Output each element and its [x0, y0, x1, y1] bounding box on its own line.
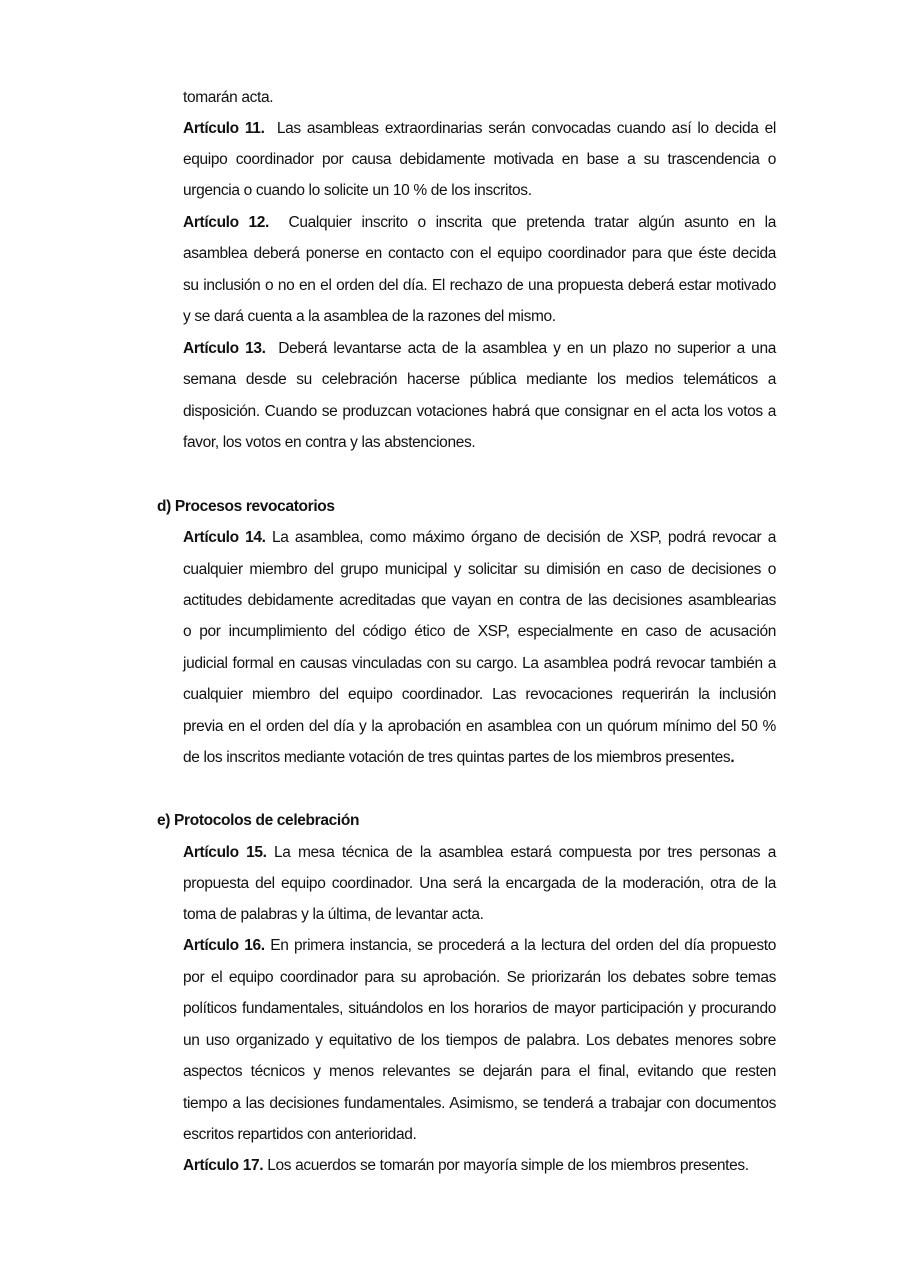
article-14-line-3: actitudes debidamente acreditadas que vayan en contra de las decisiones asamblearias	[183, 592, 776, 609]
paragraph-text: En primera instancia, se procederá a la lectura del orden del día propuesto	[270, 937, 776, 954]
paragraph-text: .	[730, 749, 735, 766]
article-17-line-1	[183, 1156, 776, 1176]
article-13-line-1	[183, 339, 776, 359]
paragraph-line: tomarán acta.	[183, 89, 274, 106]
section-heading-e: e) Protocolos de celebración	[157, 812, 360, 829]
article-12-label: Artículo 12.	[183, 214, 270, 231]
article-15-label: Artículo 15.	[183, 844, 267, 861]
article-14-label: Artículo 14.	[183, 529, 266, 546]
article-13-line-4: favor, los votos en contra y las abstenciones.	[183, 434, 476, 451]
article-14-line-8	[183, 748, 776, 768]
article-16-line-7: escritos repartidos con anterioridad.	[183, 1126, 417, 1143]
article-14-line-1	[183, 528, 776, 548]
paragraph-text: Los acuerdos se tomarán por mayoría simple de los miembros presentes.	[267, 1157, 749, 1174]
article-16-line-3: políticos fundamentales, situándolos en los horarios de mayor participación y procurando	[183, 1000, 776, 1017]
article-17-label: Artículo 17.	[183, 1157, 264, 1174]
article-16-label: Artículo 16.	[183, 937, 265, 954]
article-15-line-3: toma de palabras y la última, de levantar acta.	[183, 906, 484, 923]
article-15-line-2: propuesta del equipo coordinador. Una será la encargada de la moderación, otra de la	[183, 875, 776, 892]
article-11-label: Artículo 11.	[183, 120, 265, 137]
article-12-line-2: asamblea deberá ponerse en contacto con el equipo coordinador para que éste decida	[183, 245, 776, 262]
article-14-line-6: cualquier miembro del equipo coordinador. Las revocaciones requerirán la inclusión	[183, 686, 776, 703]
article-16-line-4: un uso organizado y equitativo de los tiempos de palabra. Los debates menores sobre	[183, 1032, 776, 1049]
paragraph-text: Deberá levantarse acta de la asamblea y en un plazo no superior a una	[278, 340, 776, 357]
article-12-line-4: y se dará cuenta a la asamblea de la razones del mismo.	[183, 308, 556, 325]
article-16-line-1	[183, 936, 776, 956]
paragraph-text: La asamblea, como máximo órgano de decisión de XSP, podrá revocar a	[271, 529, 776, 546]
article-14-line-4: o por incumplimiento del código ético de XSP, especialmente en caso de acusación	[183, 623, 776, 640]
article-14-line-5: judicial formal en causas vinculadas con su cargo. La asamblea podrá revocar también a	[183, 655, 776, 672]
article-12-line-1	[183, 213, 776, 233]
article-11-line-2: equipo coordinador por causa debidamente motivada en base a su trascendencia o	[183, 151, 776, 168]
article-11-line-1	[183, 119, 776, 139]
article-15-line-1	[183, 843, 776, 863]
article-11-line-3: urgencia o cuando lo solicite un 10 % de los inscritos.	[183, 182, 532, 199]
article-14-line-2: cualquier miembro del grupo municipal y solicitar su dimisión en caso de decisiones o	[183, 561, 776, 578]
paragraph-text: Cualquier inscrito o inscrita que pretenda tratar algún asunto en la	[288, 214, 776, 231]
article-13-label: Artículo 13.	[183, 340, 266, 357]
paragraph-text: La mesa técnica de la asamblea estará compuesta por tres personas a	[274, 844, 776, 861]
article-16-line-2: por el equipo coordinador para su aprobación. Se priorizarán los debates sobre temas	[183, 969, 776, 986]
article-13-line-3: disposición. Cuando se produzcan votaciones habrá que consignar en el acta los votos a	[183, 403, 776, 420]
paragraph-text: de los inscritos mediante votación de tres quintas partes de los miembros presentes	[183, 749, 731, 766]
article-16-line-5: aspectos técnicos y menos relevantes se dejarán para el final, evitando que resten	[183, 1063, 776, 1080]
article-12-line-3: su inclusión o no en el orden del día. El rechazo de una propuesta deberá estar motivado	[183, 277, 776, 294]
section-heading-d: d) Procesos revocatorios	[157, 498, 335, 515]
article-16-line-6: tiempo a las decisiones fundamentales. Asimismo, se tenderá a trabajar con documentos	[183, 1095, 776, 1112]
article-13-line-2: semana desde su celebración hacerse pública mediante los medios telemáticos a	[183, 371, 776, 388]
paragraph-text: Las asambleas extraordinarias serán convocadas cuando así lo decida el	[276, 120, 776, 137]
article-14-line-7: previa en el orden del día y la aprobación en asamblea con un quórum mínimo del 50 %	[183, 718, 776, 735]
